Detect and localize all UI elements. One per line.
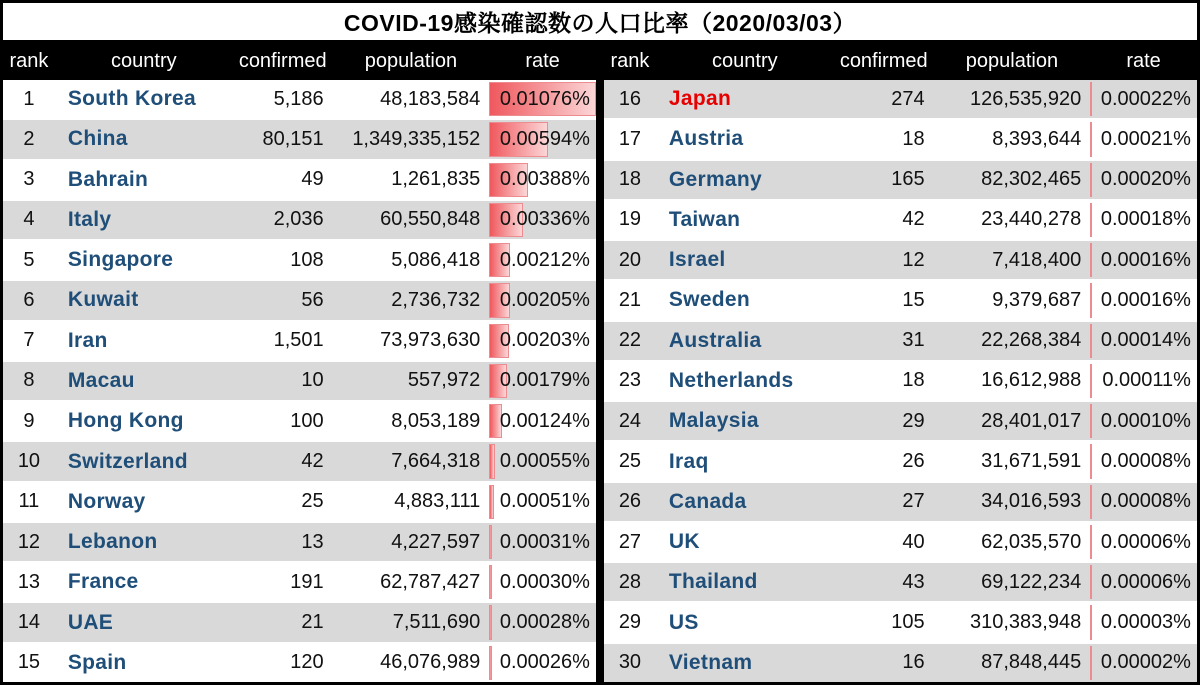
confirmed-cell: 26 [902,450,925,473]
population-cell: 48,183,584 [380,87,481,110]
country-cell: Singapore [67,248,174,272]
rate-value: 0.00006% [1100,530,1191,553]
rank-cell: 14 [17,611,41,634]
table-row [604,523,1197,563]
population-cell: 126,535,920 [969,87,1082,110]
rank-cell: 19 [618,208,642,231]
rate-value: 0.00021% [1100,127,1191,150]
confirmed-cell: 16 [902,651,925,674]
rate-value: 0.00010% [1100,409,1191,432]
rate-data-bar [1090,444,1092,478]
country-cell: UAE [67,610,114,634]
rank-cell: 5 [23,248,35,271]
country-cell: Vietnam [668,650,753,674]
table-row [3,644,596,682]
country-cell: Spain [67,650,127,674]
confirmed-cell: 31 [902,329,925,352]
rank-cell: 26 [618,490,642,513]
confirmed-cell: 49 [301,168,324,191]
population-cell: 7,664,318 [391,450,481,473]
table-row [3,563,596,603]
population-cell: 5,086,418 [391,248,481,271]
rate-value: 0.00031% [499,530,590,553]
table-row [3,483,596,523]
confirmed-cell: 27 [902,490,925,513]
table-row [3,322,596,362]
table-row [3,241,596,281]
country-cell: Macau [67,368,135,392]
table-row [604,241,1197,281]
confirmed-cell: 13 [301,530,324,553]
table-row [3,523,596,563]
rate-value: 0.00016% [1100,248,1191,271]
table-row [604,161,1197,201]
rate-data-bar [1090,163,1092,197]
confirmed-cell: 12 [902,248,925,271]
confirmed-cell: 1,501 [273,329,324,352]
population-cell: 69,122,234 [981,570,1082,593]
rate-value: 0.00002% [1100,651,1191,674]
country-cell: Australia [668,328,762,352]
rate-value: 0.00055% [499,450,590,473]
confirmed-cell: 100 [290,409,324,432]
rate-data-bar [1090,404,1092,438]
population-cell: 87,848,445 [981,651,1082,674]
rate-cell [489,322,596,360]
page-title: COVID-19感染確認数の人口比率（2020/03/03） [3,3,1197,40]
confirmed-cell: 42 [301,450,324,473]
rate-cell [1090,442,1197,480]
country-cell: South Korea [67,87,197,111]
rate-cell [489,201,596,239]
table-row [604,120,1197,160]
country-cell: Italy [67,207,112,231]
country-cell: Sweden [668,288,751,312]
rate-data-bar [1090,364,1092,398]
population-cell: 28,401,017 [981,409,1082,432]
population-cell: 1,349,335,152 [352,127,481,150]
column-header-country: country [712,50,778,72]
table-row [3,161,596,201]
population-cell: 73,973,630 [380,329,481,352]
confirmed-cell: 2,036 [273,208,324,231]
table-row [3,281,596,321]
population-cell: 2,736,732 [391,288,481,311]
column-header-population: population [364,50,458,72]
ranking-table-left [3,43,596,682]
country-cell: Iran [67,328,108,352]
rate-data-bar [489,605,492,639]
rate-cell [1090,402,1197,440]
rate-cell [1090,80,1197,118]
rank-cell: 4 [23,208,35,231]
country-cell: Hong Kong [67,409,184,433]
rate-value: 0.00203% [499,329,590,352]
confirmed-cell: 18 [902,369,925,392]
table-row [3,402,596,442]
rate-cell [489,603,596,641]
confirmed-cell: 10 [301,369,324,392]
rate-cell [489,483,596,521]
confirmed-cell: 25 [301,490,324,513]
table-header [3,43,596,80]
rank-cell: 29 [618,611,642,634]
rate-value: 0.00179% [499,369,590,392]
rate-value: 0.00011% [1102,369,1191,392]
rate-value: 0.00030% [499,570,590,593]
country-cell: Taiwan [668,207,741,231]
table-row [604,80,1197,120]
rank-cell: 11 [18,490,40,513]
country-cell: Bahrain [67,167,149,191]
rate-cell [489,442,596,480]
confirmed-cell: 105 [891,611,925,634]
table-row [604,483,1197,523]
rate-data-bar [1090,122,1092,156]
rate-data-bar [1090,324,1092,358]
column-header-population: population [965,50,1059,72]
population-cell: 34,016,593 [981,490,1082,513]
rate-value: 0.00008% [1100,490,1191,513]
country-cell: Malaysia [668,409,759,433]
rate-cell [1090,644,1197,682]
rank-cell: 9 [23,409,35,432]
population-cell: 7,418,400 [992,248,1082,271]
rate-value: 0.00205% [499,288,590,311]
table-row [604,402,1197,442]
confirmed-cell: 191 [290,570,324,593]
rate-data-bar [1090,283,1092,317]
rate-value: 0.00008% [1100,450,1191,473]
rate-cell [1090,483,1197,521]
rate-value: 0.00388% [499,168,590,191]
country-cell: Thailand [668,570,758,594]
rate-data-bar [1090,646,1092,680]
country-cell: Austria [668,127,744,151]
column-header-rank: rank [610,50,650,72]
rate-data-bar [1090,565,1092,599]
column-header-country: country [111,50,177,72]
rate-cell [1090,603,1197,641]
confirmed-cell: 15 [902,288,925,311]
rate-data-bar [489,565,492,599]
rate-cell [1090,120,1197,158]
country-cell: Switzerland [67,449,188,473]
rate-cell [489,644,596,682]
column-header-confirmed: confirmed [839,50,928,72]
confirmed-cell: 18 [902,127,925,150]
ranking-table-right [604,43,1197,682]
rate-data-bar [1090,485,1092,519]
population-cell: 31,671,591 [981,450,1082,473]
tables-container [3,43,1197,682]
rank-cell: 2 [23,127,35,150]
table-row [604,603,1197,643]
rate-data-bar [1090,203,1092,237]
table-header [604,43,1197,80]
population-cell: 62,035,570 [981,530,1082,553]
rank-cell: 10 [17,450,41,473]
rate-cell [1090,362,1197,400]
rate-value: 0.00594% [499,127,590,150]
country-cell: China [67,127,128,151]
confirmed-cell: 29 [902,409,925,432]
rate-value: 0.00016% [1100,288,1191,311]
population-cell: 9,379,687 [992,288,1082,311]
rank-cell: 7 [23,329,35,352]
population-cell: 1,261,835 [391,168,481,191]
confirmed-cell: 40 [902,530,925,553]
table-body [604,80,1197,682]
confirmed-cell: 43 [902,570,925,593]
population-cell: 4,883,111 [394,490,481,513]
rate-value: 0.00336% [499,208,590,231]
rate-data-bar [489,646,492,680]
rate-cell [1090,201,1197,239]
rank-cell: 15 [17,651,41,674]
column-header-rate: rate [1126,50,1161,72]
table-row [3,362,596,402]
rate-data-bar [489,485,494,519]
rate-value: 0.00006% [1100,570,1191,593]
country-cell: US [668,610,699,634]
country-cell: Lebanon [67,530,158,554]
country-cell: Iraq [668,449,709,473]
rate-cell [1090,523,1197,561]
country-cell: Israel [668,248,726,272]
table-row [604,442,1197,482]
confirmed-cell: 108 [290,248,324,271]
rate-value: 0.00020% [1100,168,1191,191]
table-row [604,563,1197,603]
rank-cell: 8 [23,369,35,392]
rate-cell [489,402,596,440]
rank-cell: 22 [618,329,642,352]
rate-cell [1090,281,1197,319]
rate-cell [489,523,596,561]
rate-cell [489,241,596,279]
table-row [3,80,596,120]
table-row [3,603,596,643]
confirmed-cell: 165 [891,168,925,191]
rank-cell: 28 [618,570,642,593]
table-row [3,120,596,160]
rate-cell [1090,563,1197,601]
country-cell: Germany [668,167,763,191]
rank-cell: 17 [618,127,642,150]
confirmed-cell: 56 [301,288,324,311]
confirmed-cell: 21 [301,611,324,634]
population-cell: 23,440,278 [981,208,1082,231]
rate-cell [1090,161,1197,199]
rate-data-bar [1090,605,1092,639]
rate-cell [489,563,596,601]
population-cell: 62,787,427 [380,570,481,593]
table-row [3,442,596,482]
rate-cell [489,80,596,118]
table-row [604,281,1197,321]
rate-value: 0.00022% [1100,87,1191,110]
rate-value: 0.00026% [499,651,590,674]
table-row [604,362,1197,402]
population-cell: 557,972 [407,369,481,392]
rank-cell: 1 [23,87,35,110]
rate-value: 0.00014% [1100,329,1191,352]
country-cell: France [67,570,139,594]
rank-cell: 21 [618,288,642,311]
rate-value: 0.01076% [499,87,590,110]
population-cell: 8,393,644 [992,127,1082,150]
rate-data-bar [489,525,492,559]
rate-value: 0.00051% [499,490,590,513]
population-cell: 310,383,948 [969,611,1082,634]
table-body [3,80,596,682]
population-cell: 16,612,988 [981,369,1082,392]
rate-data-bar [1090,82,1092,116]
confirmed-cell: 42 [902,208,925,231]
country-cell: Canada [668,489,747,513]
rank-cell: 20 [618,248,642,271]
rate-value: 0.00124% [499,409,590,432]
table-row [604,644,1197,682]
country-cell: UK [668,530,700,554]
population-cell: 82,302,465 [981,168,1082,191]
rate-value: 0.00028% [499,611,590,634]
confirmed-cell: 120 [290,651,324,674]
rate-value: 0.00212% [499,248,590,271]
confirmed-cell: 5,186 [273,87,324,110]
rate-cell [489,161,596,199]
rank-cell: 3 [23,168,35,191]
rank-cell: 12 [17,530,41,553]
rate-cell [489,120,596,158]
population-cell: 60,550,848 [380,208,481,231]
population-cell: 22,268,384 [981,329,1082,352]
rate-cell [1090,322,1197,360]
rate-data-bar [1090,525,1092,559]
rate-data-bar [1090,243,1092,277]
rate-data-bar [489,444,494,478]
population-cell: 4,227,597 [391,530,481,553]
rate-cell [1090,241,1197,279]
population-cell: 8,053,189 [391,409,481,432]
rank-cell: 18 [618,168,642,191]
column-header-rate: rate [525,50,560,72]
rate-value: 0.00003% [1100,611,1191,634]
column-header-confirmed: confirmed [238,50,327,72]
rank-cell: 23 [618,369,642,392]
rank-cell: 25 [618,450,642,473]
rank-cell: 13 [17,570,41,593]
table-row [3,201,596,241]
country-cell: Japan [668,87,732,111]
confirmed-cell: 274 [891,87,925,110]
table-row [604,322,1197,362]
rank-cell: 30 [618,651,642,674]
table-row [604,201,1197,241]
confirmed-cell: 80,151 [262,127,324,150]
rate-cell [489,281,596,319]
rank-cell: 16 [618,87,642,110]
country-cell: Kuwait [67,288,139,312]
country-cell: Netherlands [668,368,794,392]
rank-cell: 27 [618,530,642,553]
population-cell: 46,076,989 [380,651,481,674]
rank-cell: 24 [618,409,642,432]
column-header-rank: rank [9,50,49,72]
rate-cell [489,362,596,400]
rate-value: 0.00018% [1100,208,1191,231]
population-cell: 7,511,690 [392,611,481,634]
country-cell: Norway [67,489,146,513]
rank-cell: 6 [23,288,35,311]
